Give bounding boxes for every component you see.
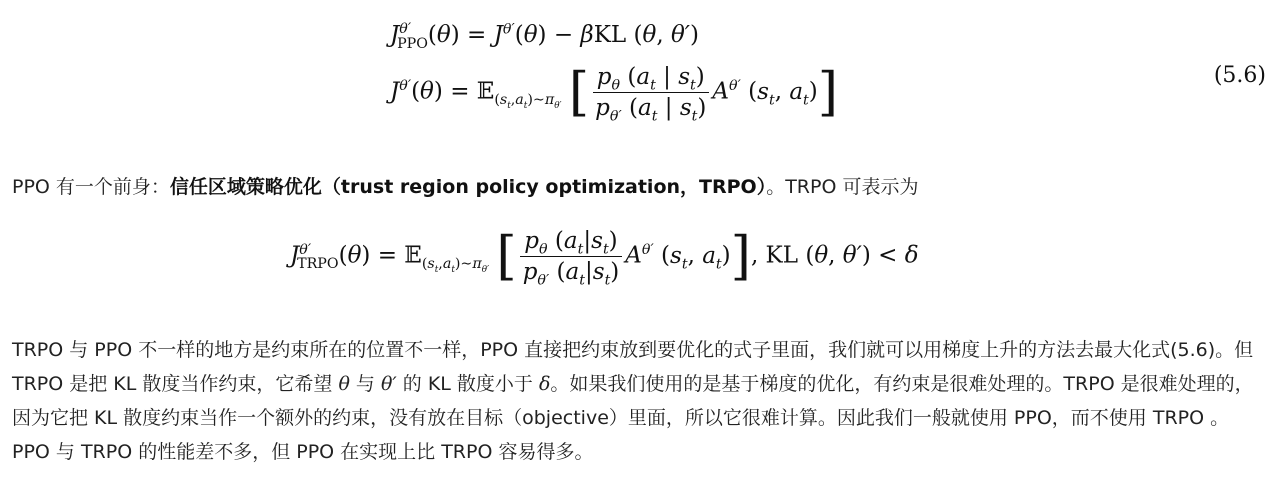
paragraph-trpo-vs-ppo <box>12 333 1262 469</box>
math-theta-prime: θ′ <box>380 373 397 395</box>
para2-text-3: 的 KL 散度小于 <box>396 373 539 395</box>
equation-ppo-expectation: $J^{\theta'}(\theta)$ = 𝔼$_{(s_t,a_t)\sim\pi_{\theta'}}$ [ $\frac{p_\theta (a_t | s_t)}{p_{\theta'} (a_t | s_t)}$ $A^{\theta'}$ ($s_t$, $a_t$)] <box>390 62 839 125</box>
para1-prefix: PPO 有一个前身： <box>12 176 170 198</box>
para1-suffix: 。TRPO 可表示为 <box>766 176 919 198</box>
para2-text-4: 。如果我们使用的是基于梯度的优化，有约束是很难处理的。TRPO 是很难处理的，因为它把 KL 散度约束当作一个额外的约束，没有放在目标（objective）里面，所以它很难计算。因此我们一般就使用 PPO，而不使用 TRPO 。PPO 与 TRPO 的性能差不多，但 PPO 在实现上比 TRPO 容易得多。 <box>12 373 1254 463</box>
para1-bold-term: 信任区域策略优化（trust region policy optimization，TRPO） <box>169 176 767 198</box>
equation-trpo: $J^{\theta'}_{TRPO}(\theta)$ = 𝔼$_{(s_t,a_t)\sim\pi_{\theta'}}$ [ $\frac{p_\theta (a_t|s_t)}{p_{\theta'} (a_t|s_t)}$ $A^{\theta'}$ ($s_t$, $a_t$)], KL (θ, θ′) < δ <box>290 226 919 289</box>
math-delta: δ <box>538 373 551 395</box>
para2-text-1: TRPO 与 PPO 不一样的地方是约束所在的位置不一样，PPO 直接把约束放到要优化的式子里面，我们就可以用梯度上升的方法去最大化式(5.6)。但 TRPO 是把 KL 散度当作约束，它希望 <box>12 339 1254 395</box>
equation-ppo-objective: $J^{\theta'}_{PPO}(\theta) = J^{\theta'}(\theta) - \beta KL$ (θ, θ′) <box>390 21 700 52</box>
paragraph-trpo-intro <box>12 170 1262 204</box>
para2-text-2: 与 <box>349 373 381 395</box>
equation-number: (5.6) <box>1213 63 1266 88</box>
math-theta: θ <box>338 373 350 395</box>
